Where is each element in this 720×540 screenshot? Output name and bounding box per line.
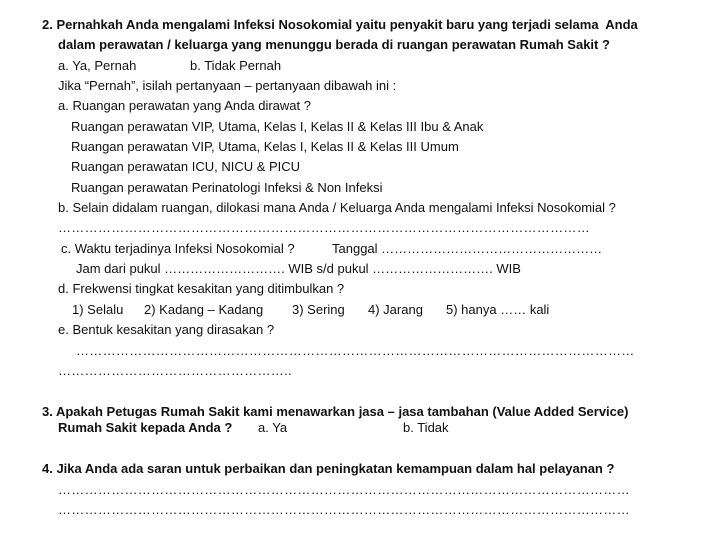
- q2e-answer-blank-1: ………………………………………………………………………………………………………………: [76, 343, 635, 358]
- q2a-room-option-1: Ruangan perawatan VIP, Utama, Kelas I, Kelas II & Kelas III Ibu & Anak: [71, 119, 484, 134]
- q2a-room-option-4: Ruangan perawatan Perinatologi Infeksi & Non Infeksi: [71, 180, 383, 195]
- q2-text-line2: dalam perawatan / keluarga yang menunggu berada di ruangan perawatan Rumah Sakit ?: [58, 37, 610, 52]
- q2a-question: a. Ruangan perawatan yang Anda dirawat ?: [58, 98, 311, 113]
- q3-option-a: a. Ya: [258, 420, 288, 435]
- q2d-freq-option-3: 3) Sering: [292, 302, 345, 317]
- q2-option-b: b. Tidak Pernah: [190, 58, 282, 73]
- q2b-question: b. Selain didalam ruangan, dilokasi mana Anda / Keluarga Anda mengalami Infeksi Nosokomial ?: [58, 200, 616, 215]
- q2c-question: c. Waktu terjadinya Infeksi Nosokomial ?: [61, 241, 295, 256]
- q2d-freq-option-5: 5) hanya …… kali: [446, 302, 550, 317]
- q2-option-a: a. Ya, Pernah: [58, 58, 137, 73]
- q2-text-line1: 2. Pernahkah Anda mengalami Infeksi Nosokomial yaitu penyakit baru yang terjadi selama Anda: [42, 17, 638, 32]
- q2d-question: d. Frekwensi tingkat kesakitan yang ditimbulkan ?: [58, 281, 345, 296]
- q2d-freq-option-4: 4) Jarang: [368, 302, 423, 317]
- q2a-room-option-2: Ruangan perawatan VIP, Utama, Kelas I, Kelas II & Kelas III Umum: [71, 139, 459, 154]
- q2b-answer-blank: …………………………………………………………………………………………………………: [58, 220, 590, 235]
- q2c-date-blank: Tanggal ……………………………………………: [332, 241, 603, 256]
- q4-text: 4. Jika Anda ada saran untuk perbaikan dan peningkatan kemampuan dalam hal pelayanan ?: [42, 461, 615, 476]
- q3-option-b: b. Tidak: [403, 420, 449, 435]
- q2-if-yes-instruction: Jika “Pernah”, isilah pertanyaan – pertanyaan dibawah ini :: [58, 78, 397, 93]
- q4-answer-blank-1: …………………………………………………………………………………………………………………: [58, 482, 630, 497]
- q2e-answer-blank-2: ……………………………………………..: [58, 363, 292, 378]
- q2d-freq-option-1: 1) Selalu: [72, 302, 124, 317]
- q2e-question: e. Bentuk kesakitan yang dirasakan ?: [58, 322, 275, 337]
- q3-text-line2: Rumah Sakit kepada Anda ?: [58, 420, 233, 435]
- q3-text-line1: 3. Apakah Petugas Rumah Sakit kami menawarkan jasa – jasa tambahan (Value Added Service): [42, 404, 629, 419]
- q4-answer-blank-2: …………………………………………………………………………………………………………………: [58, 502, 630, 517]
- q2c-time-blank: Jam dari pukul ………………………. WIB s/d pukul ………………………. WIB: [76, 261, 521, 276]
- q2a-room-option-3: Ruangan perawatan ICU, NICU & PICU: [71, 159, 301, 174]
- q2d-freq-option-2: 2) Kadang – Kadang: [144, 302, 264, 317]
